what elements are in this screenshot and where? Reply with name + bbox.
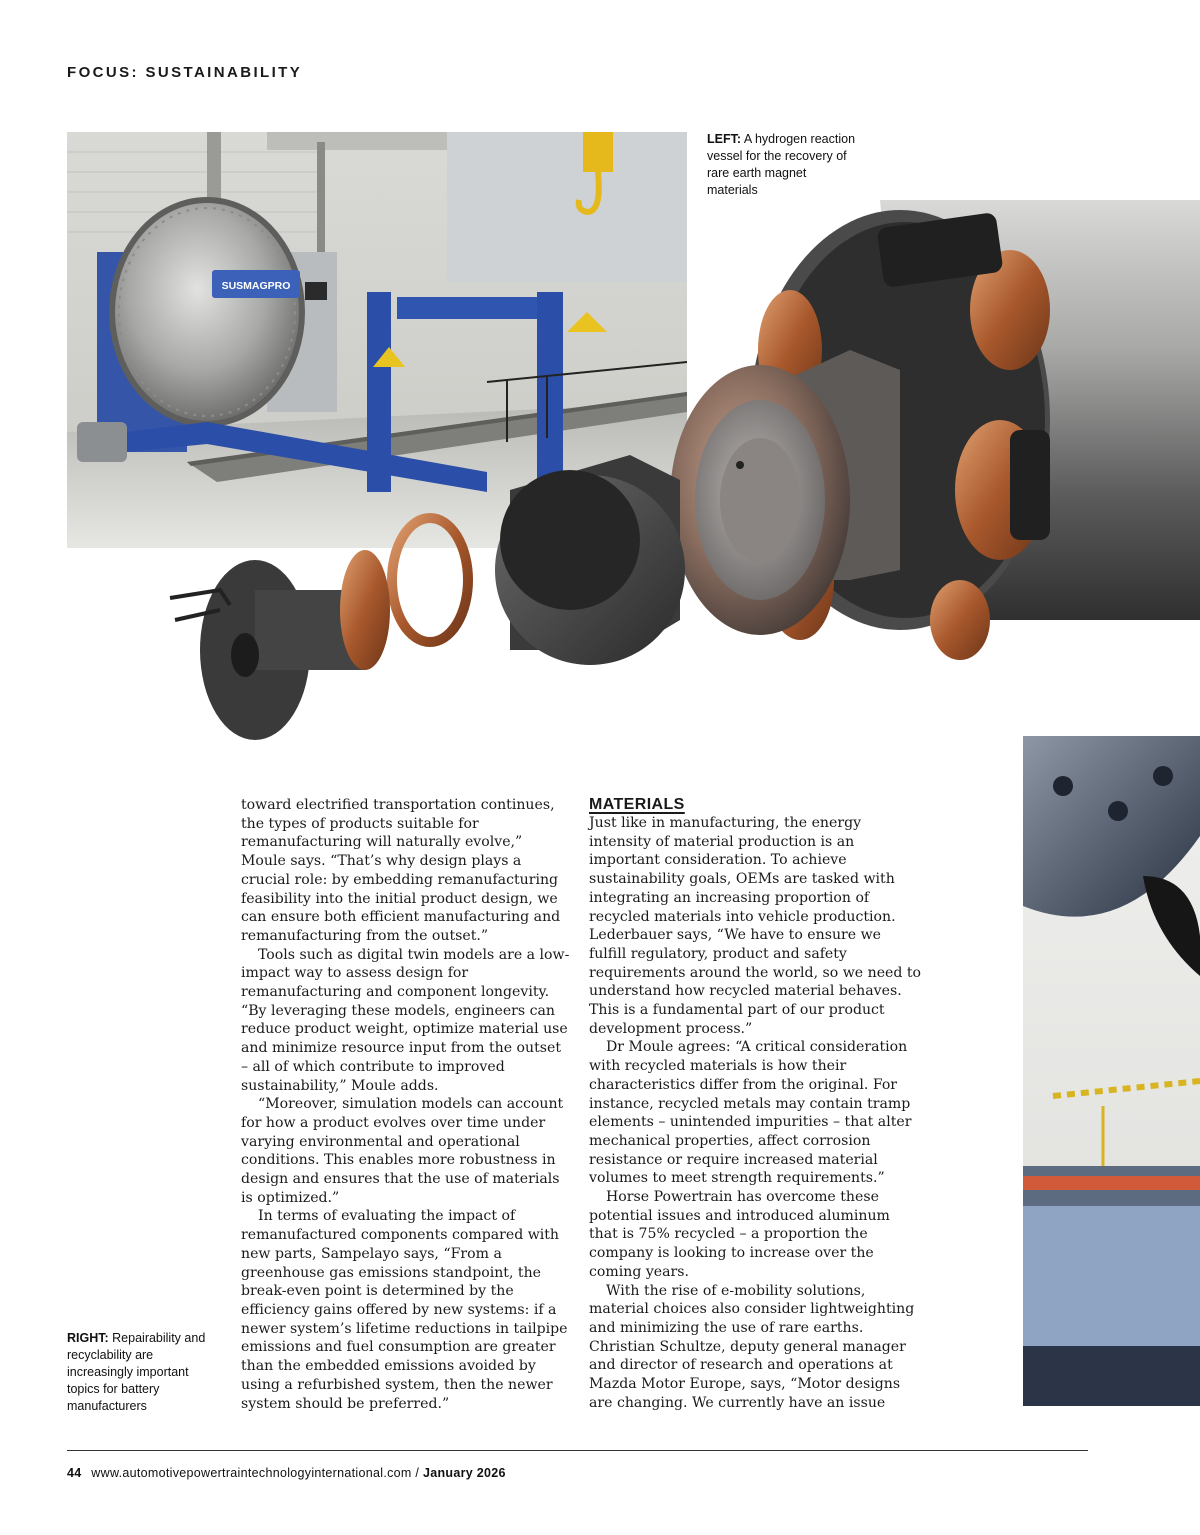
page-number: 44: [67, 1466, 82, 1480]
vessel-label: SUSMAGPRO: [221, 280, 291, 292]
paragraph: Horse Powertrain has overcome these potential issues and introduced aluminum that is 75% recycled – a proportion the company is looking to increase over the coming years.: [589, 1189, 890, 1280]
paragraph: Tools such as digital twin models are a low-impact way to assess design for remanufacturing and component longevity. “By leveraging these models, engineers can reduce product weight, optimize material use and minimize resource input from the outset – all of which contribute to improved sustainability,” Moule adds.: [241, 946, 570, 1094]
caption-lead: RIGHT:: [67, 1331, 109, 1345]
section-label: FOCUS: SUSTAINABILITY: [67, 64, 303, 81]
paragraph: With the rise of e-mobility solutions, material choices also consider lightweighting and minimizing the use of rare earths. Christian Schultze, deputy general manager and director of research and operations at Mazda Motor Europe, says, “Motor designs are changing. We currently have an issue: [589, 1282, 915, 1411]
right-figure-caption: [67, 1330, 207, 1415]
left-figure-caption: [707, 131, 857, 199]
paragraph: Just like in manufacturing, the energy intensity of material production is an important consideration. To achieve sustainability goals, OEMs are tasked with integrating an increasing proportion of recycled materials into vehicle production. Lederbauer says, “We have to ensure we fulfill regulatory, product and safety requirements around the world, so we need to understand how recycled material behaves. This is a fundamental part of our product development process.”: [589, 815, 922, 1037]
section-heading: MATERIALS: [589, 796, 685, 813]
page-footer: [67, 1466, 506, 1480]
caption-text: Repairability and recyclability are increasingly important topics for battery manufacturers: [67, 1331, 206, 1413]
issue-date: January 2026: [422, 1466, 506, 1480]
paragraph: toward electrified transportation continues, the types of products suitable for remanufacturing will naturally evolve,” Moule says. “That’s why design plays a crucial role: by embedding remanufacturing feasibility into the initial product design, we can ensure both efficient manufacturing and remanufacturing from the outset.”: [241, 797, 561, 944]
exploded-motor-illustration: [160, 180, 1200, 760]
article-column-1: [241, 796, 571, 1413]
paragraph: “Moreover, simulation models can account for how a product evolves over time under varying environmental and operational conditions. This enables more robustness in design and ensures that the use of materials is optimized.”: [241, 1096, 564, 1206]
article-column-2: [589, 796, 922, 1413]
footer-rule: [67, 1450, 1088, 1451]
caption-text: A hydrogen reaction vessel for the recovery of rare earth magnet materials: [707, 132, 856, 197]
battery-photo: [1023, 736, 1200, 1406]
caption-lead: LEFT:: [707, 132, 742, 146]
paragraph: Dr Moule agrees: “A critical consideration with recycled materials is how their characteristics differ from the original. For instance, recycled metals may contain tramp elements – unintended impurities – that alter mechanical properties, affect corrosion resistance or require increased material volumes to meet strength requirements.”: [589, 1039, 912, 1187]
paragraph: In terms of evaluating the impact of remanufactured components compared with new parts, Sampelayo says, “From a greenhouse gas emissions standpoint, the break-even point is determined by the efficiency gains offered by new systems: if a newer system’s lifetime reductions in tailpipe emissions and fuel consumption are greater than the embedded emissions avoided by using a refurbished system, then the newer system should be preferred.”: [241, 1208, 568, 1412]
footer-url[interactable]: www.automotivepowertraintechnologyinternational.com /: [91, 1466, 420, 1480]
